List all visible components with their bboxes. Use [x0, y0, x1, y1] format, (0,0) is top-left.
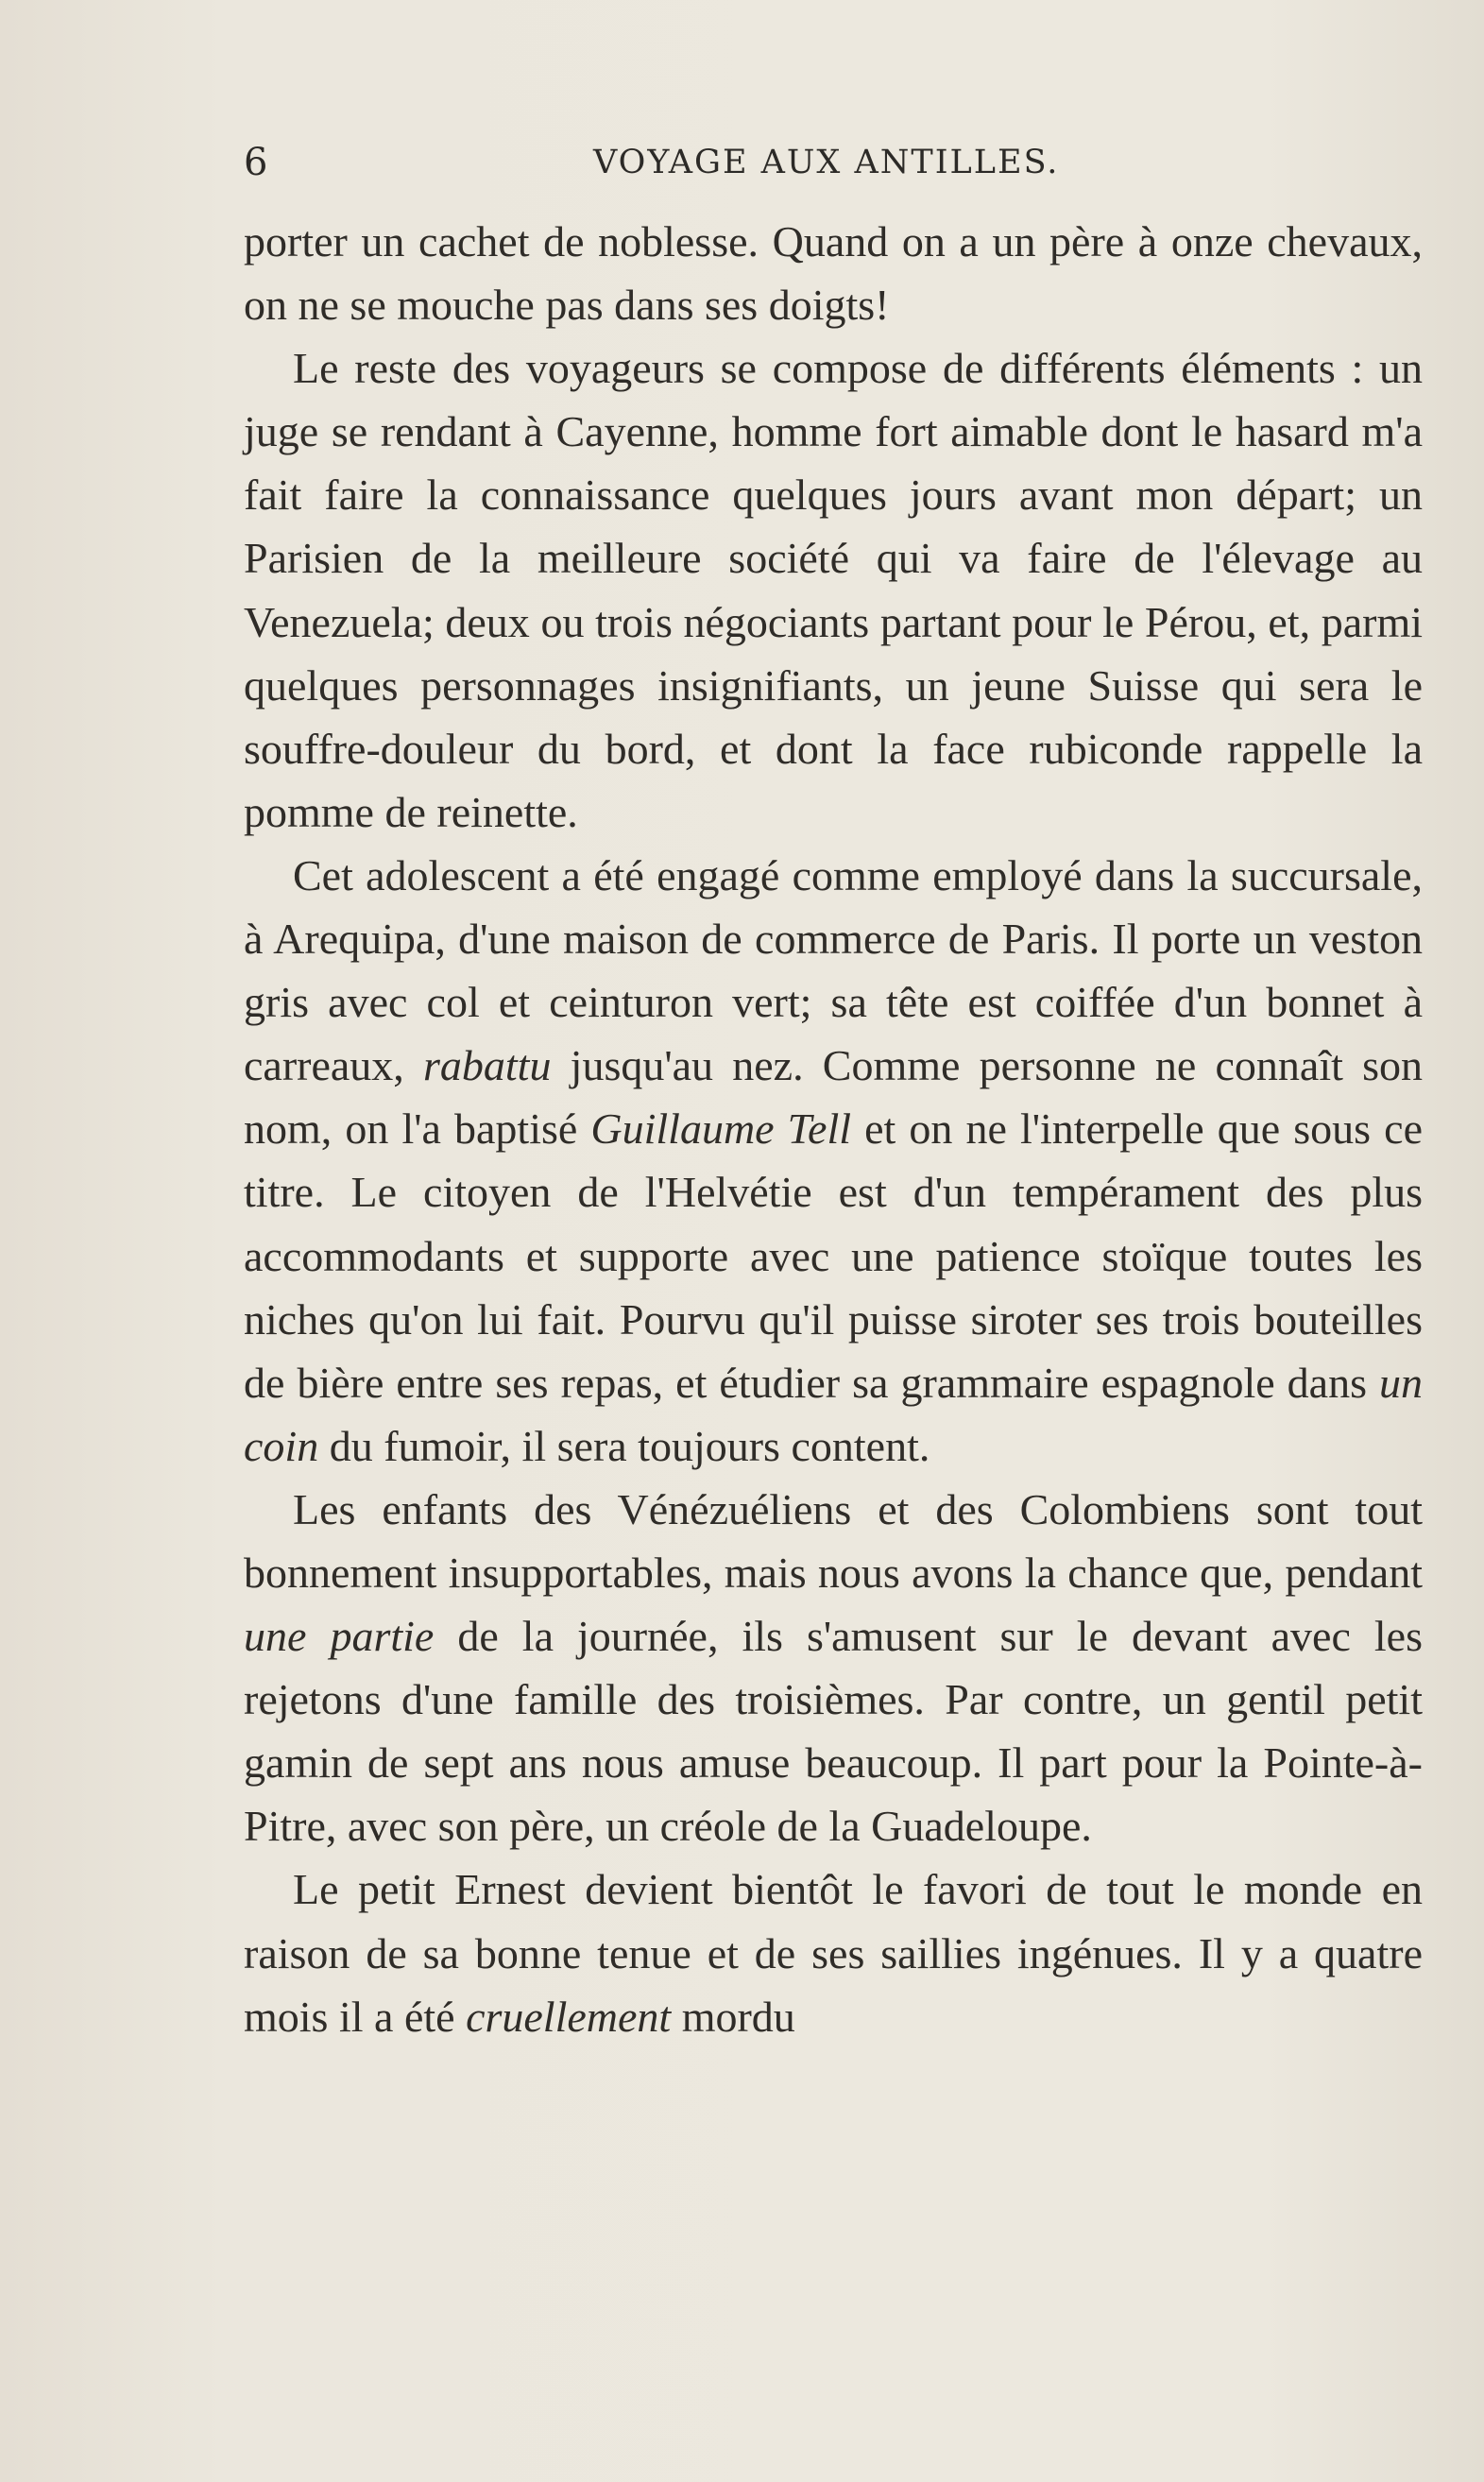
- paragraph: [244, 336, 1423, 844]
- paragraph-text: porter un cachet de noblesse. Quand on a un père à onze chevaux, on ne se mouche pas dans ses doigts!: [244, 217, 1423, 330]
- paragraph: [244, 210, 1423, 336]
- paragraph-text: Cet adolescent a été engagé comme employé dans la succursale, à Arequipa, d'une maison de commerce de Paris. Il porte un veston gris avec col et ceinturon vert; sa tête est coiffée d'un bonnet à carreaux,: [244, 850, 1423, 1090]
- page-number: 6: [244, 141, 268, 184]
- paragraph: [244, 1478, 1423, 1858]
- italic-text: cruellement: [466, 1992, 672, 2041]
- paragraph-text: mordu: [671, 1992, 795, 2041]
- italic-text: rabattu: [423, 1041, 552, 1090]
- italic-text: une partie: [244, 1612, 435, 1661]
- paragraph-text: jusqu'au nez. Comme personne ne connaît son nom, on l'a baptisé: [244, 1041, 1423, 1154]
- paragraph-text: Le reste des voyageurs se compose de différents éléments : un juge se rendant à Cayenne, homme fort aimable dont le hasard m'a fait faire la connaissance quelques jours avant mon départ; un Parisien de la meilleure société qui va faire de l'élevage au Venezuela; deux ou trois négociants partant pour le Pérou, et, parmi quelques personnages insignifiants, un jeune Suisse qui sera le souffre-douleur du bord, et dont la face rubiconde rappelle la pomme de reinette.: [244, 344, 1423, 836]
- paragraph: [244, 844, 1423, 1478]
- paragraph-text: Le petit Ernest devient bientôt le favori de tout le monde en raison de sa bonne tenue et de ses saillies ingénues. Il y a quatre mois il a été: [244, 1865, 1423, 2041]
- italic-text: Guillaume Tell: [590, 1104, 852, 1154]
- paragraph-text: de la journée, ils s'amusent sur le devant avec les rejetons d'une famille des troisièmes. Par contre, un gentil petit gamin de sept ans nous amuse beaucoup. Il part pour la Pointe-à-Pitre, avec son père, un créole de la Guadeloupe.: [244, 1612, 1424, 1851]
- paragraph-text: et on ne l'interpelle que sous ce titre. Le citoyen de l'Helvétie est d'un tempérament des plus accommodants et supporte avec une patience stoïque toutes les niches qu'on lui fait. Pourvu qu'il puisse siroter ses trois bouteilles de bière entre ses repas, et étudier sa grammaire espagnole dans: [244, 1104, 1423, 1407]
- paragraph-text: Les enfants des Vénézuéliens et des Colombiens sont tout bonnement insupportables, mais nous avons la chance que, pendant: [244, 1484, 1423, 1597]
- body-text: [244, 210, 1423, 2048]
- running-title: VOYAGE AUX ANTILLES.: [593, 144, 1060, 181]
- paragraph: [244, 1857, 1423, 2047]
- italic-text: un coin: [244, 1358, 1423, 1470]
- paragraph-text: du fumoir, il sera toujours content.: [318, 1421, 930, 1470]
- running-head: [244, 134, 1423, 191]
